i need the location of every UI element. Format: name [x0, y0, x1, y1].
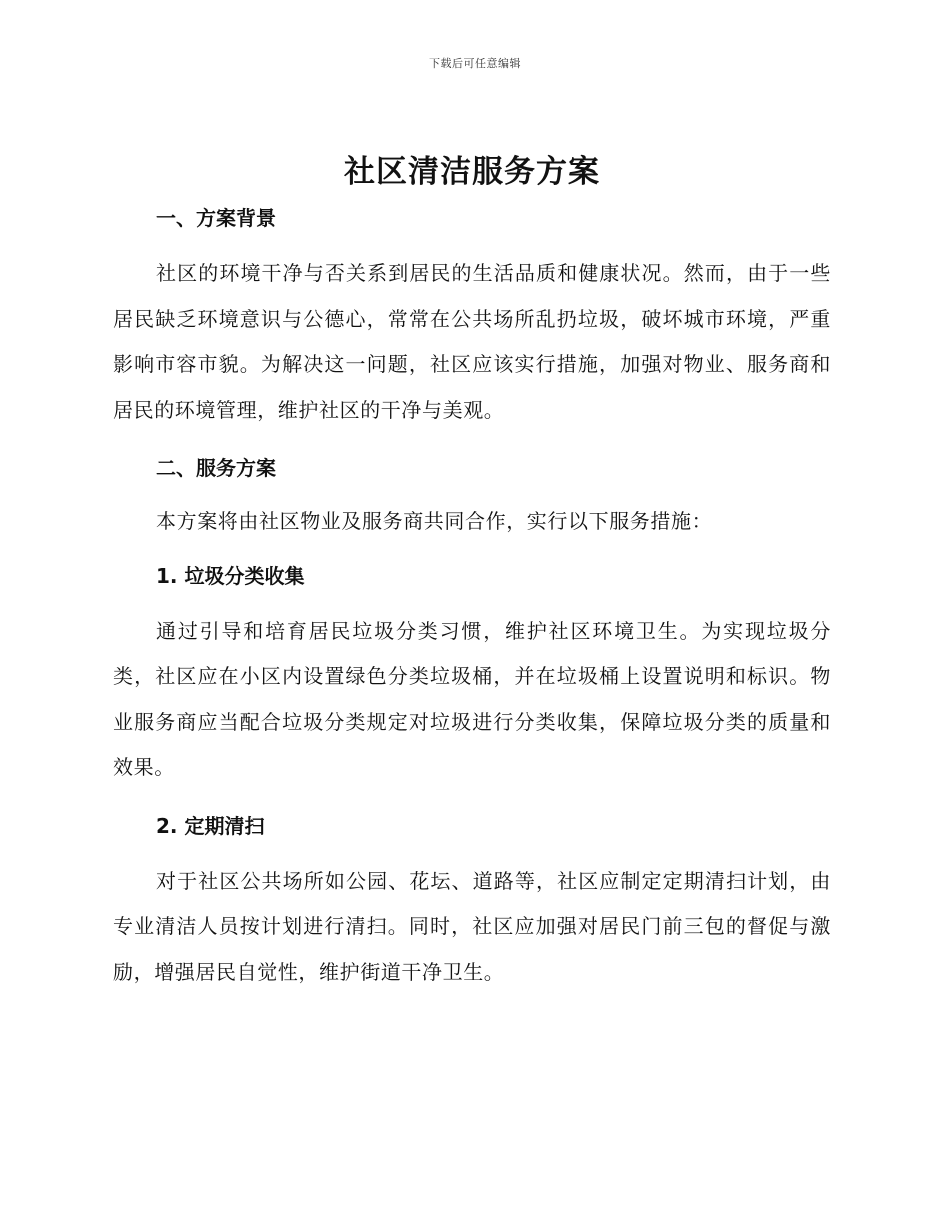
paragraph-background: 社区的环境干净与否关系到居民的生活品质和健康状况。然而，由于一些居民缺乏环境意识与公德心，常常在公共场所乱扔垃圾，破坏城市环境，严重影响市容市貌。为解决这一问题，社区应该实行措施，加强对物业、服务商和居民的环境管理，维护社区的干净与美观。	[113, 261, 831, 422]
subheading-regular-cleaning: 2. 定期清扫	[156, 813, 265, 838]
paragraph-regular-cleaning: 对于社区公共场所如公园、花坛、道路等，社区应制定定期清扫计划，由专业清洁人员按计划进行清扫。同时，社区应加强对居民门前三包的督促与激励，增强居民自觉性，维护街道干净卫生。	[113, 868, 831, 984]
paragraph-service-intro: 本方案将由社区物业及服务商共同合作，实行以下服务措施：	[156, 509, 713, 533]
section-heading-background: 一、方案背景	[156, 206, 276, 230]
document-title: 社区清洁服务方案	[344, 154, 600, 190]
section-heading-service-plan: 二、服务方案	[156, 456, 276, 480]
document-body	[113, 145, 831, 995]
subheading-garbage-sorting: 1. 垃圾分类收集	[156, 563, 305, 588]
header-note: 下载后可任意编辑	[429, 57, 521, 70]
paragraph-garbage-sorting: 通过引导和培育居民垃圾分类习惯，维护社区环境卫生。为实现垃圾分类，社区应在小区内设置绿色分类垃圾桶，并在垃圾桶上设置说明和标识。物业服务商应当配合垃圾分类规定对垃圾进行分类收集，保障垃圾分类的质量和效果。	[113, 618, 831, 779]
